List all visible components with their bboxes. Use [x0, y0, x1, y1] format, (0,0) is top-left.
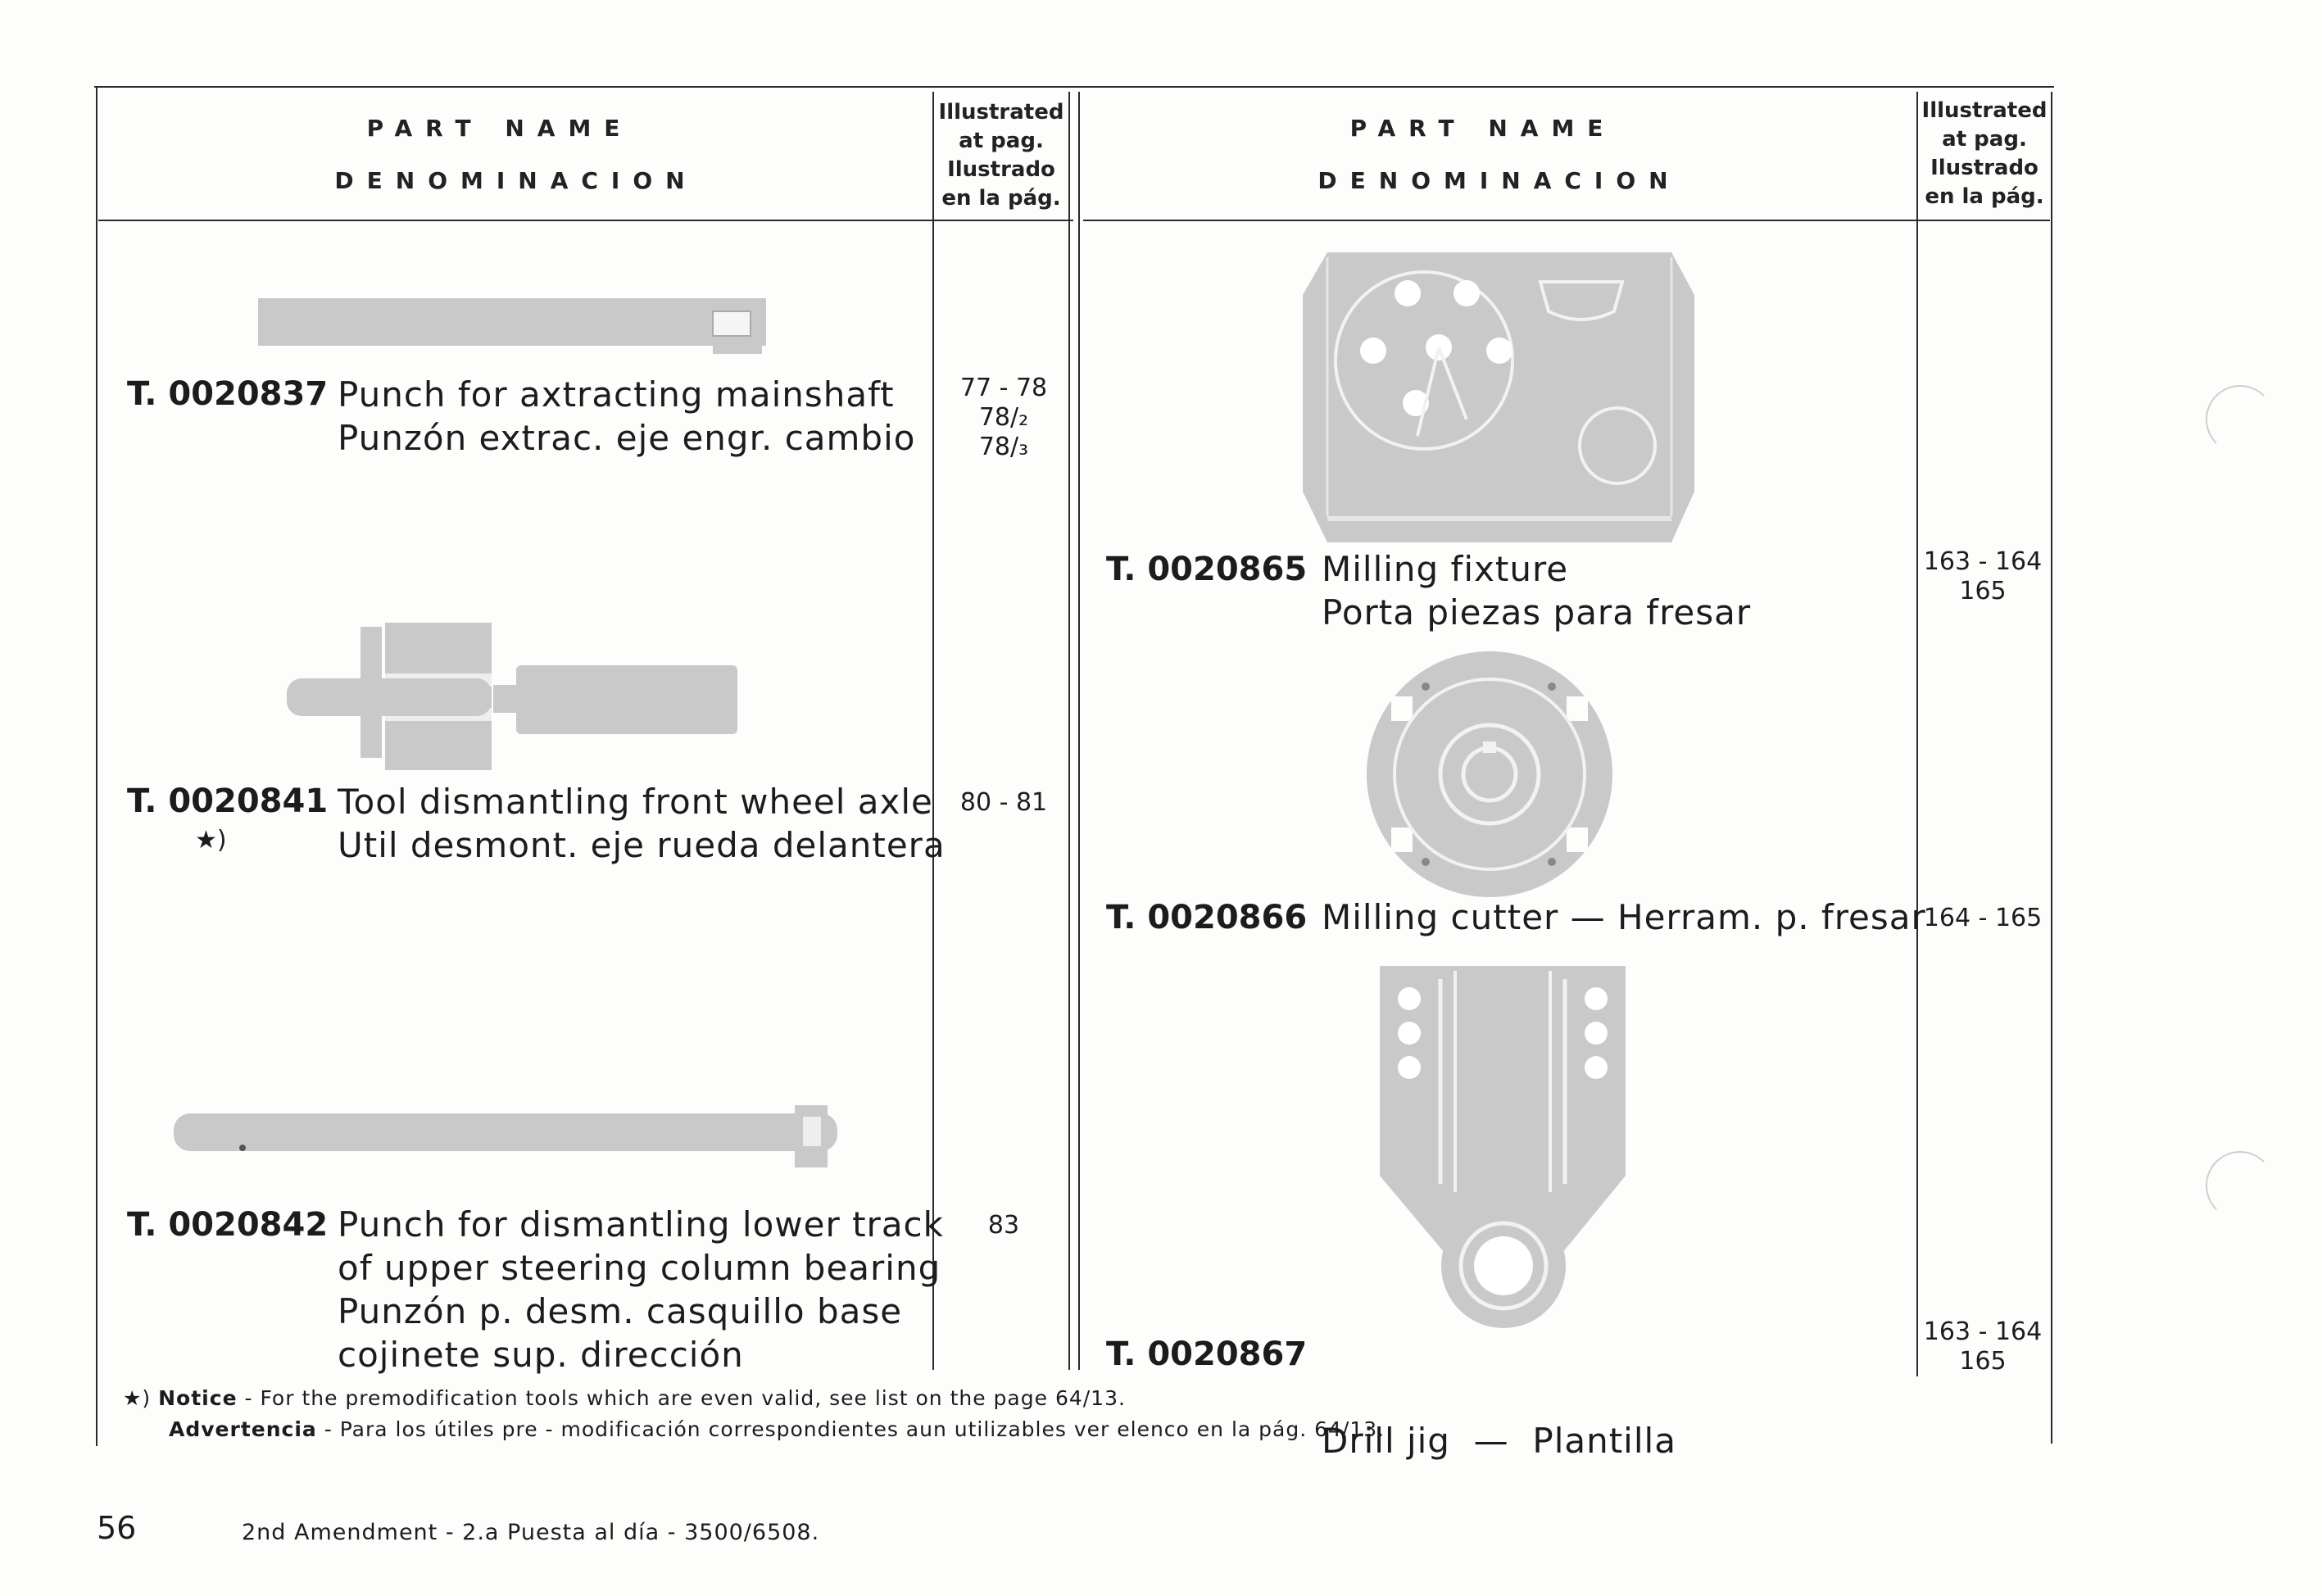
part-code-0020865: T. 0020865 [1106, 551, 1308, 588]
left-denominacion-header: DENOMINACION [334, 167, 698, 194]
part-description-0020837: Punch for axtracting mainshaft Punzón extrac. eje engr. cambio [338, 374, 916, 458]
illustrated-pages-0020837: 77 - 78 78/₂ 78/₃ [959, 374, 1048, 461]
illustrated-pages-0020842: 83 [987, 1211, 1020, 1240]
part-description-0020842: Punch for dismantling lower track of upper steering column bearing Punzón p. desm. casquillo base cojinete sup. dirección [338, 1204, 944, 1375]
table-right-edge [2051, 92, 2052, 1444]
binder-hole-bottom [2206, 1151, 2274, 1220]
illustrated-pages-0020866: 164 - 165 [1923, 904, 2043, 932]
table-left-edge [96, 86, 98, 1446]
illustrated-pages-0020841: 80 - 81 [959, 788, 1048, 817]
notice-text: - For the premodification tools which are even valid, see list on the page 64/13. [237, 1386, 1126, 1410]
notice-label: Notice [158, 1386, 238, 1410]
binder-hole-top [2206, 385, 2274, 454]
long-punch-illustration [172, 1102, 868, 1176]
axle-tool-illustration [279, 623, 754, 778]
right-illustrated-header: Illustrated at pag. Ilustrado en la pág. [1921, 98, 2048, 209]
table-top-rule [94, 86, 2054, 88]
part-code-0020842: T. 0020842 [127, 1206, 329, 1244]
page-number: 56 [97, 1510, 137, 1546]
right-part-name-header: PART NAME [1349, 115, 1617, 142]
notice-spanish [169, 1417, 1385, 1441]
advertencia-text: - Para los útiles pre - modificación correspondientes aun utilizables ver elenco en la pág. 64/13. [316, 1417, 1385, 1441]
part-code-0020867: T. 0020867 [1106, 1335, 1308, 1373]
notice-marker: ★) [195, 826, 227, 855]
part-code-0020841: T. 0020841 [127, 782, 329, 820]
left-part-name-header: PART NAME [366, 115, 633, 142]
part-description-0020866: Milling cutter — Herram. p. fresar [1322, 897, 1926, 937]
milling-fixture-illustration [1295, 246, 1704, 549]
right-denominacion-header: DENOMINACION [1317, 167, 1681, 194]
part-description-0020865: Milling fixture Porta piezas para fresar [1322, 549, 1752, 633]
drill-jig-illustration [1376, 963, 1630, 1331]
punch-bar-illustration [254, 295, 770, 360]
notice-marker: ★) [123, 1386, 152, 1410]
left-header-rule [98, 220, 1073, 221]
part-code-0020866: T. 0020866 [1106, 899, 1308, 936]
notice-english [123, 1386, 1126, 1410]
part-description-0020841: Tool dismantling front wheel axle Util desmont. eje rueda delantera [338, 782, 946, 865]
center-divider-b [1078, 92, 1080, 1370]
illustrated-pages-0020865: 163 - 164 165 [1923, 547, 2043, 605]
part-code-0020837: T. 0020837 [127, 375, 329, 413]
footer-amendment: 2nd Amendment - 2.a Puesta al día - 3500/6508. [242, 1520, 820, 1545]
right-header-rule [1083, 220, 2050, 221]
part-description-0020867: Drill jig — Plantilla [1322, 1421, 1676, 1461]
center-divider-a [1068, 92, 1070, 1370]
advertencia-label: Advertencia [169, 1417, 317, 1441]
right-pages-divider [1916, 92, 1918, 1376]
milling-cutter-illustration [1367, 647, 1612, 909]
left-pages-divider [932, 92, 934, 1370]
left-illustrated-header: Illustrated at pag. Ilustrado en la pág. [938, 100, 1064, 211]
illustrated-pages-0020867: 163 - 164 165 [1923, 1317, 2043, 1376]
